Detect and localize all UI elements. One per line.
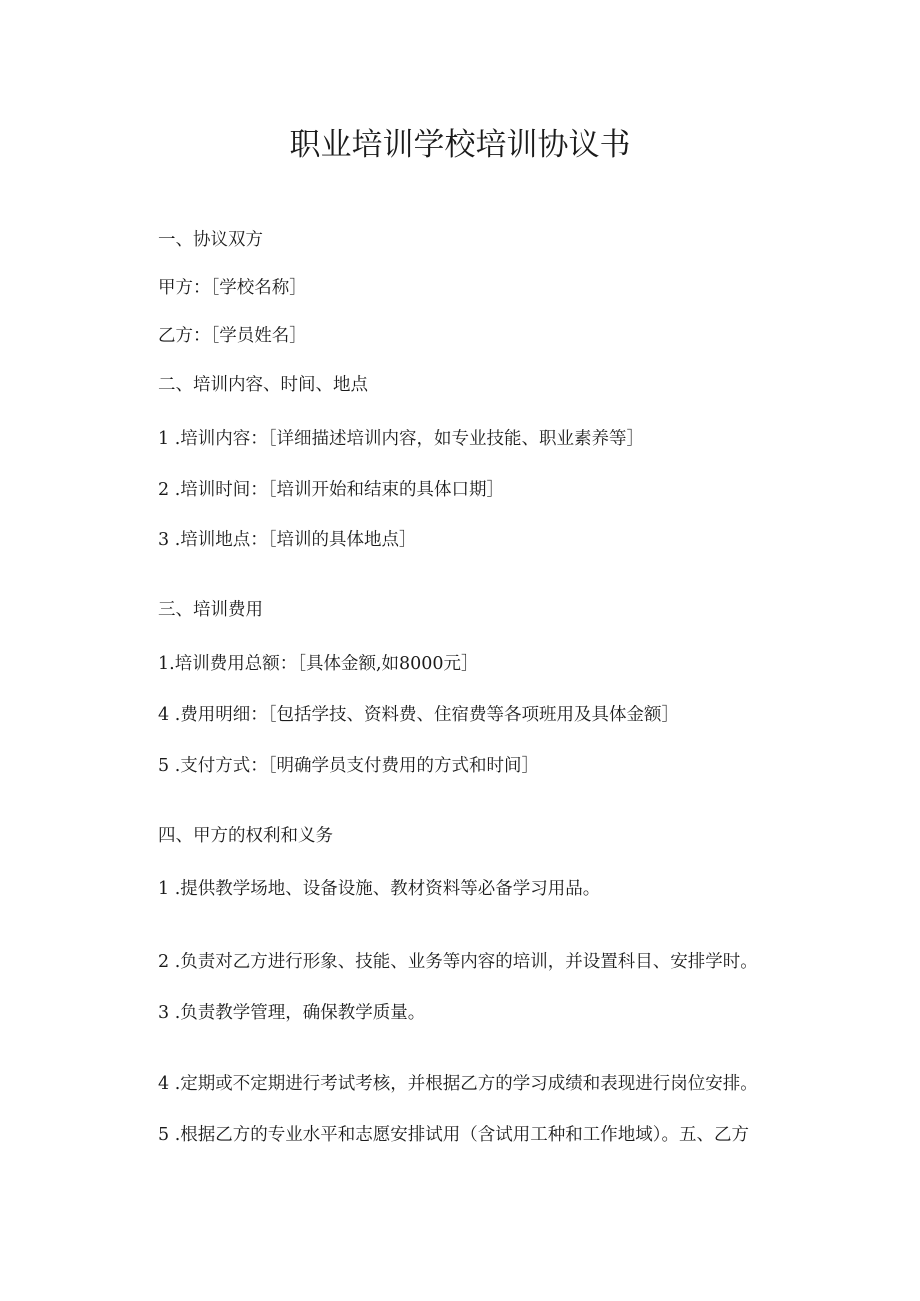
clause-fee-details: 4 .费用明细：［包括学技、资料费、住宿费等各项班用及具体金额］ [158, 705, 680, 725]
document-title: 职业培训学校培训协议书 [289, 127, 631, 163]
clause-training-content: 1 .培训内容：［详细描述培训内容，如专业技能、职业素养等］ [158, 429, 645, 449]
section-heading-party-a-rights: 四、甲方的权利和义务 [158, 826, 333, 846]
section-heading-fees: 三、培训费用 [158, 600, 263, 620]
section-heading-content: 二、培训内容、时间、地点 [158, 375, 368, 395]
clause-a-1: 1 .提供教学场地、设备设施、教材资料等必备学习用品。 [158, 879, 601, 899]
clause-a-3: 3 .负责教学管理，确保教学质量。 [158, 1003, 426, 1023]
section-heading-parties: 一、协议双方 [158, 230, 263, 250]
party-b-line: 乙方：［学员姓名］ [158, 326, 307, 346]
clause-fee-total: 1.培训费用总额：［具体金额,如8000元］ [158, 654, 479, 674]
clause-a-4: 4 .定期或不定期进行考试考核，并根据乙方的学习成绩和表现进行岗位安排。 [158, 1074, 758, 1094]
clause-training-time: 2 .培训时间：［培训开始和结束的具体口期］ [158, 480, 505, 500]
clause-payment-method: 5 .支付方式：［明确学员支付费用的方式和时间］ [158, 756, 540, 776]
party-a-line: 甲方：［学校名称］ [158, 278, 307, 298]
clause-training-location: 3 .培训地点：［培训的具体地点］ [158, 530, 417, 550]
clause-a-2: 2 .负责对乙方进行形象、技能、业务等内容的培训，并设置科目、安排学时。 [158, 952, 758, 972]
clause-a-5: 5 .根据乙方的专业水平和志愿安排试用（含试用工种和工作地域）。五、乙方 [158, 1125, 750, 1145]
